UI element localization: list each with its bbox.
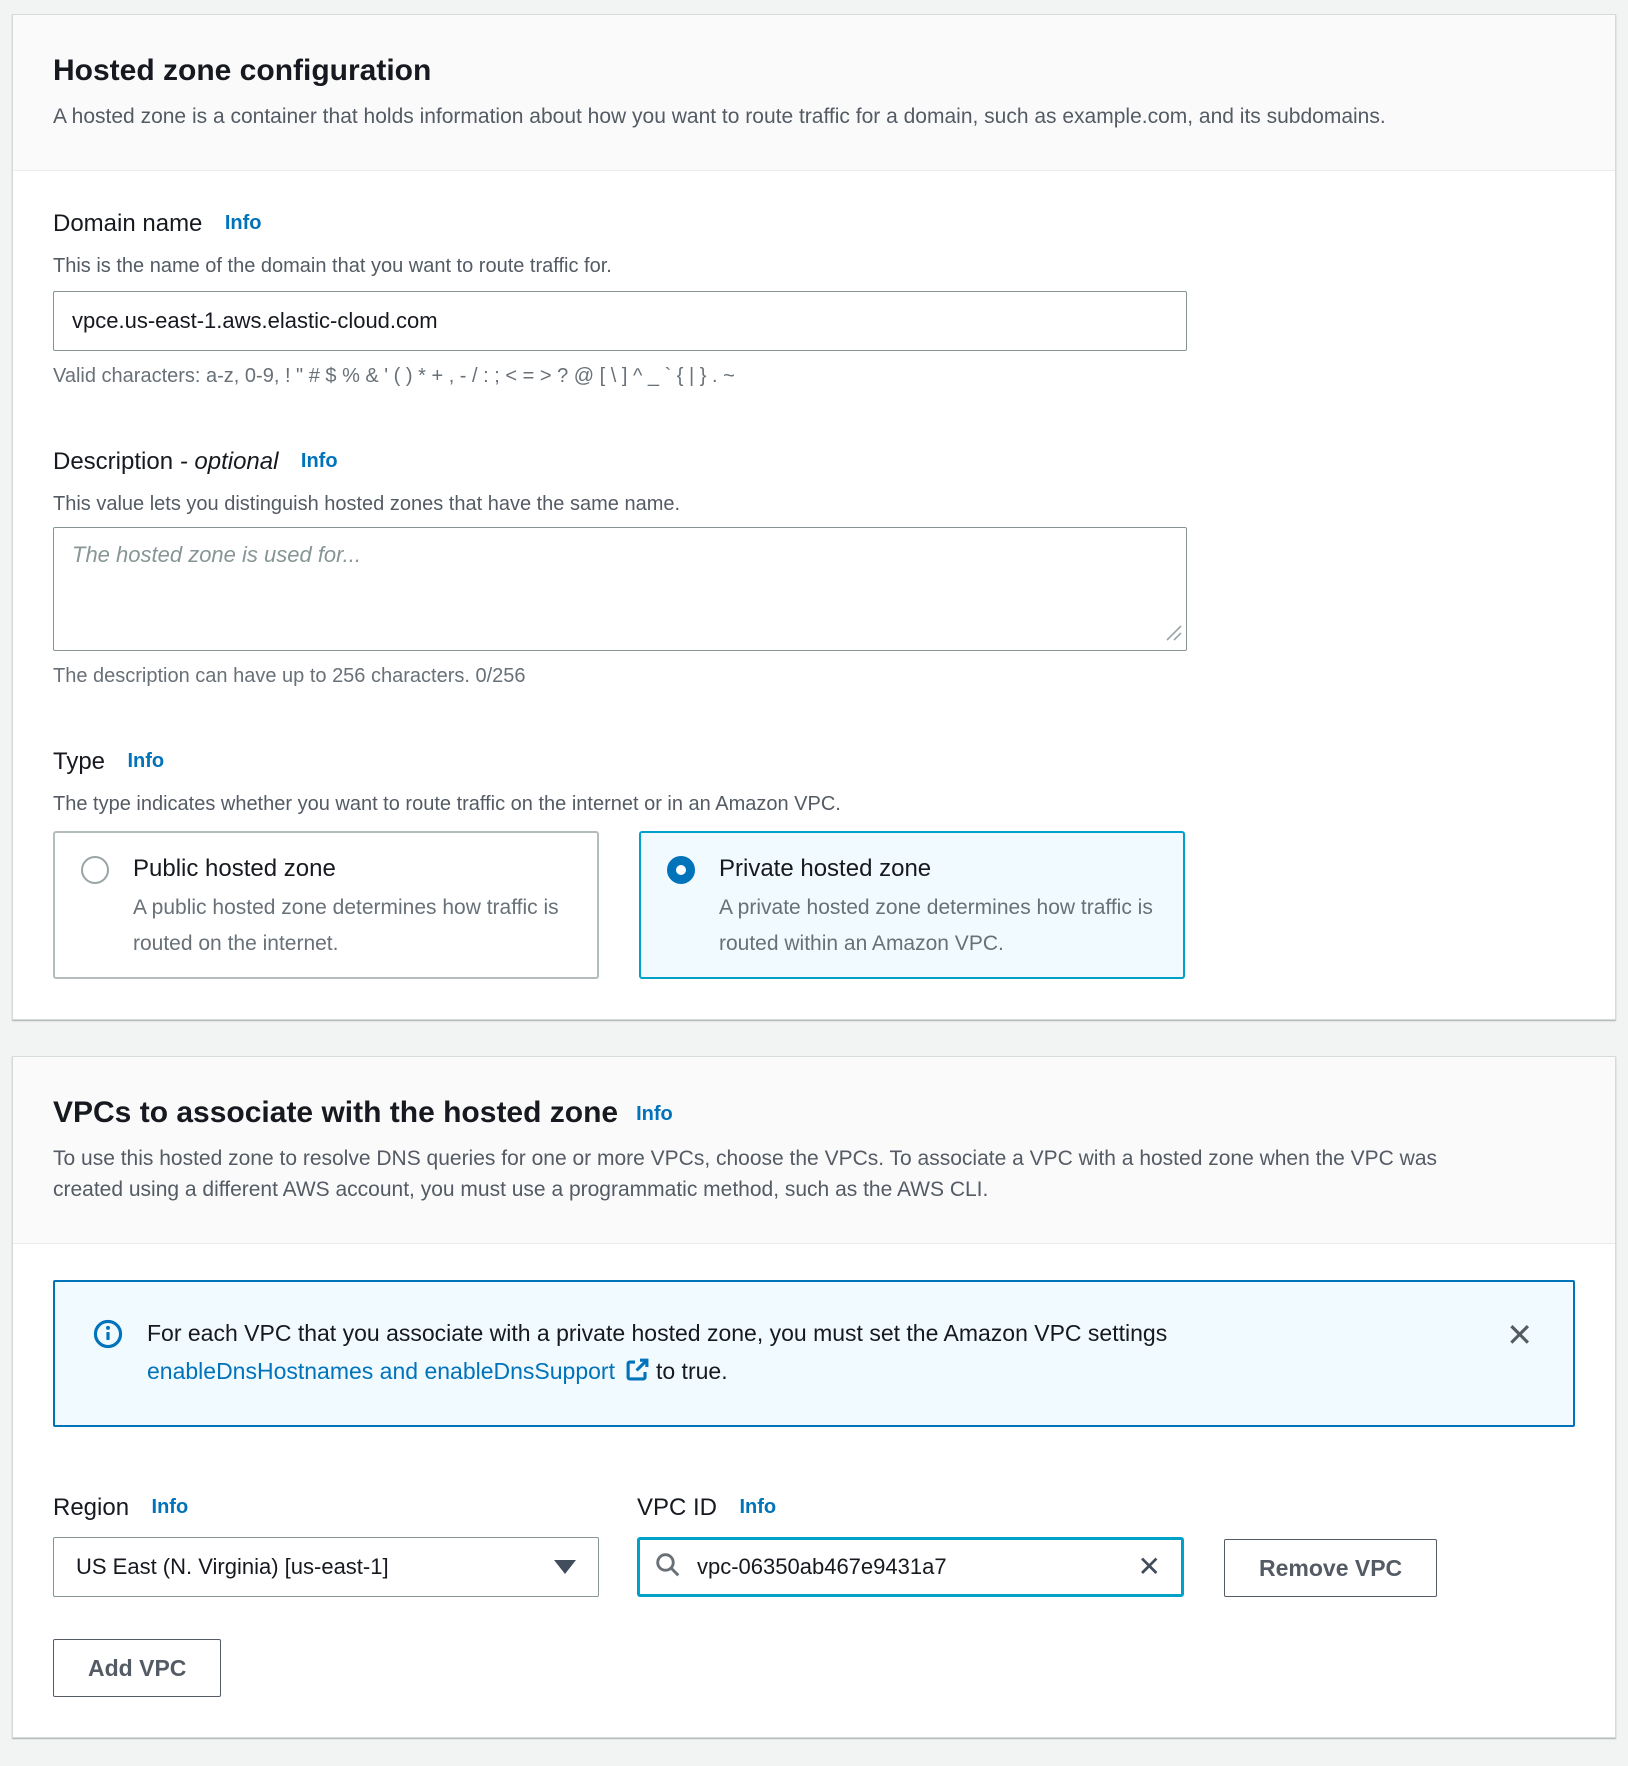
- tile-description: A public hosted zone determines how traffic is routed on the internet.: [133, 896, 559, 955]
- card-description: A hosted zone is a container that holds information about how you want to route traffic for a domain, such as example.com, and its subdomains.: [53, 105, 1386, 128]
- section-title: VPCs to associate with the hosted zone: [53, 1096, 619, 1129]
- domain-name-input[interactable]: [53, 291, 1187, 351]
- type-field: [53, 745, 1575, 979]
- tile-title: Private hosted zone: [719, 855, 932, 882]
- optional-suffix: - optional: [179, 448, 279, 475]
- description-description: This value lets you distinguish hosted zones that have the same name.: [53, 493, 681, 515]
- vpc-id-column: [637, 1491, 1184, 1597]
- vpcs-info-link[interactable]: Info: [636, 1103, 673, 1125]
- external-link-icon[interactable]: [625, 1361, 650, 1387]
- info-circle-icon: [93, 1319, 123, 1354]
- card-description: To use this hosted zone to resolve DNS queries for one or more VPCs, choose the VPCs. To associate a VPC with a hosted zone when the VPC was created using a different AWS account, you must use a programmatic method, such as the AWS CLI.: [53, 1147, 1438, 1201]
- enable-dns-settings-link[interactable]: enableDnsHostnames and enableDnsSupport: [147, 1358, 615, 1384]
- domain-name-constraint: Valid characters: a-z, 0-9, ! " # $ % & ' ( ) * + , - / : ; < = > ? @ [ \ ] ^ _ ` { | } . ~: [53, 365, 735, 387]
- tile-description: A private hosted zone determines how traffic is routed within an Amazon VPC.: [719, 896, 1153, 955]
- hosted-zone-configuration-card: [12, 14, 1616, 1020]
- type-radio-group: [53, 831, 1575, 979]
- radio-selected-icon[interactable]: [667, 856, 695, 884]
- region-label: Region: [53, 1494, 130, 1521]
- radio-unselected-icon[interactable]: [81, 856, 109, 884]
- caret-down-icon: [554, 1560, 576, 1574]
- region-select-value: US East (N. Virginia) [us-east-1]: [76, 1554, 389, 1579]
- domain-name-field: [53, 207, 1575, 391]
- vpc-settings-info-alert: [53, 1280, 1575, 1427]
- field-label-row: [53, 745, 1575, 781]
- region-select[interactable]: [53, 1537, 599, 1597]
- radio-tile-public-hosted-zone[interactable]: [53, 831, 599, 979]
- search-icon: [654, 1551, 681, 1583]
- description-field: [53, 445, 1575, 691]
- vpc-id-input[interactable]: [695, 1553, 1132, 1581]
- field-label-row: [53, 445, 1575, 481]
- alert-line-2: [147, 1352, 1482, 1393]
- type-info-link[interactable]: Info: [127, 750, 165, 772]
- description-info-link[interactable]: Info: [300, 450, 338, 472]
- vpc-id-label: VPC ID: [637, 1494, 718, 1521]
- tile-content: [719, 853, 1157, 962]
- card-header: [13, 1057, 1615, 1244]
- alert-line-2-suffix: to true.: [655, 1358, 728, 1384]
- alert-text: [147, 1314, 1482, 1393]
- card-header: [13, 15, 1615, 171]
- alert-line-1: For each VPC that you associate with a private hosted zone, you must set the Amazon VPC settings: [147, 1320, 1168, 1346]
- field-label-row: [53, 1491, 599, 1527]
- vpc-id-info-link[interactable]: Info: [739, 1496, 777, 1518]
- description-textarea[interactable]: [53, 527, 1187, 651]
- resize-handle-icon[interactable]: [1162, 621, 1182, 646]
- card-body: [13, 171, 1615, 1019]
- type-description: The type indicates whether you want to route traffic on the internet or in an Amazon VPC.: [53, 793, 841, 815]
- radio-tile-private-hosted-zone[interactable]: [639, 831, 1185, 979]
- field-label-row: [637, 1491, 1184, 1527]
- domain-name-info-link[interactable]: Info: [224, 212, 262, 234]
- domain-name-label: Domain name: [53, 210, 203, 237]
- type-label: Type: [53, 748, 106, 775]
- remove-vpc-button[interactable]: Remove VPC: [1224, 1539, 1437, 1597]
- description-constraint: The description can have up to 256 characters. 0/256: [53, 665, 526, 687]
- vpc-association-row: [53, 1491, 1575, 1597]
- tile-content: [133, 853, 571, 962]
- field-label-row: [53, 207, 1575, 243]
- region-column: [53, 1491, 599, 1597]
- vpcs-to-associate-card: [12, 1056, 1616, 1738]
- vpc-id-search-box: [637, 1537, 1184, 1597]
- tile-title: Public hosted zone: [133, 855, 336, 882]
- domain-name-description: This is the name of the domain that you want to route traffic for.: [53, 255, 612, 277]
- card-body: [13, 1244, 1615, 1737]
- region-info-link[interactable]: Info: [151, 1496, 189, 1518]
- description-label: Description - optional: [53, 448, 279, 475]
- clear-input-icon[interactable]: ✕: [1132, 1553, 1167, 1581]
- description-textarea-wrap: [53, 527, 1187, 651]
- close-icon[interactable]: ✕: [1506, 1317, 1533, 1353]
- page-title: Hosted zone configuration: [53, 54, 432, 87]
- add-vpc-button[interactable]: Add VPC: [53, 1639, 221, 1697]
